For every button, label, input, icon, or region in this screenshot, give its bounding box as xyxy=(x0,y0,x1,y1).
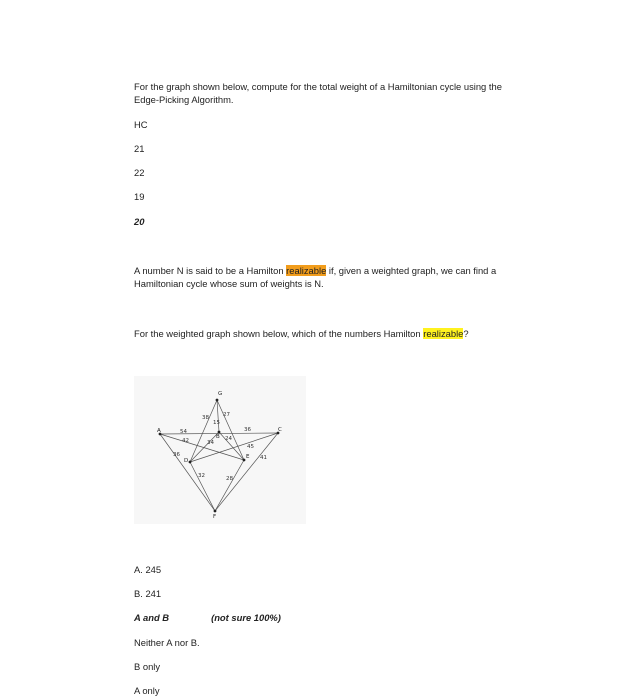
definition-text-after: if, given a weighted graph, we can find a xyxy=(326,265,497,276)
vertex-b xyxy=(218,431,221,434)
weight-a-c-left: 54 xyxy=(180,429,187,435)
weight-c-d: 45 xyxy=(247,444,254,450)
question2-line xyxy=(134,328,469,340)
highlight-realizable: realizable xyxy=(286,265,327,276)
vertex-g xyxy=(216,399,219,402)
option-19: 19 xyxy=(134,191,145,202)
weight-a-e: 42 xyxy=(182,438,189,444)
definition-line1 xyxy=(134,265,496,277)
vertex-label-d: D xyxy=(184,458,189,464)
vertex-label-f: F xyxy=(213,514,217,520)
vertex-f xyxy=(214,510,217,513)
question2-text-before: For the weighted graph shown below, which of the numbers Hamilton xyxy=(134,328,424,339)
vertex-e xyxy=(243,459,246,462)
answer-selected-label: A and B xyxy=(134,612,170,623)
weight-g-b: 15 xyxy=(213,420,220,426)
answer-neither: Neither A nor B. xyxy=(134,637,200,648)
weighted-graph-figure xyxy=(134,376,306,524)
vertex-label-e: E xyxy=(246,454,250,460)
weight-e-f: 28 xyxy=(226,476,233,482)
weight-b-d: 34 xyxy=(207,440,214,446)
answer-b: B. 241 xyxy=(134,588,162,599)
weight-d-f: 32 xyxy=(198,473,205,479)
weight-g-e: 27 xyxy=(223,412,230,418)
answer-a-only: A only xyxy=(134,685,160,696)
vertex-label-a: A xyxy=(157,428,161,434)
highlight-realizable-2: realizable xyxy=(423,328,464,339)
vertex-label-b: B xyxy=(216,434,220,440)
option-hc: HC xyxy=(134,119,148,130)
vertex-label-g: G xyxy=(218,391,223,397)
weight-a-c-right: 36 xyxy=(244,427,251,433)
answer-a: A. 245 xyxy=(134,564,162,575)
weight-b-e: 24 xyxy=(225,436,232,442)
vertex-label-c: C xyxy=(278,427,282,433)
definition-line2: Hamiltonian cycle whose sum of weights is N. xyxy=(134,278,324,289)
question1-line1: For the graph shown below, compute for the total weight of a Hamiltonian cycle using the xyxy=(134,81,502,92)
answer-b-only: B only xyxy=(134,661,161,672)
definition-text-before: A number N is said to be a Hamilton xyxy=(134,265,287,276)
question1-line2: Edge-Picking Algorithm. xyxy=(134,94,234,105)
weight-g-d: 38 xyxy=(202,415,209,421)
option-20-selected: 20 xyxy=(134,216,145,227)
weight-a-f: 36 xyxy=(173,452,180,458)
answer-note: (not sure 100%) xyxy=(211,612,281,623)
weight-c-f: 41 xyxy=(260,455,267,461)
option-22: 22 xyxy=(134,167,145,178)
answer-selected xyxy=(134,612,281,624)
option-21: 21 xyxy=(134,143,145,154)
vertex-d xyxy=(189,461,192,464)
question2-text-after: ? xyxy=(463,328,469,339)
